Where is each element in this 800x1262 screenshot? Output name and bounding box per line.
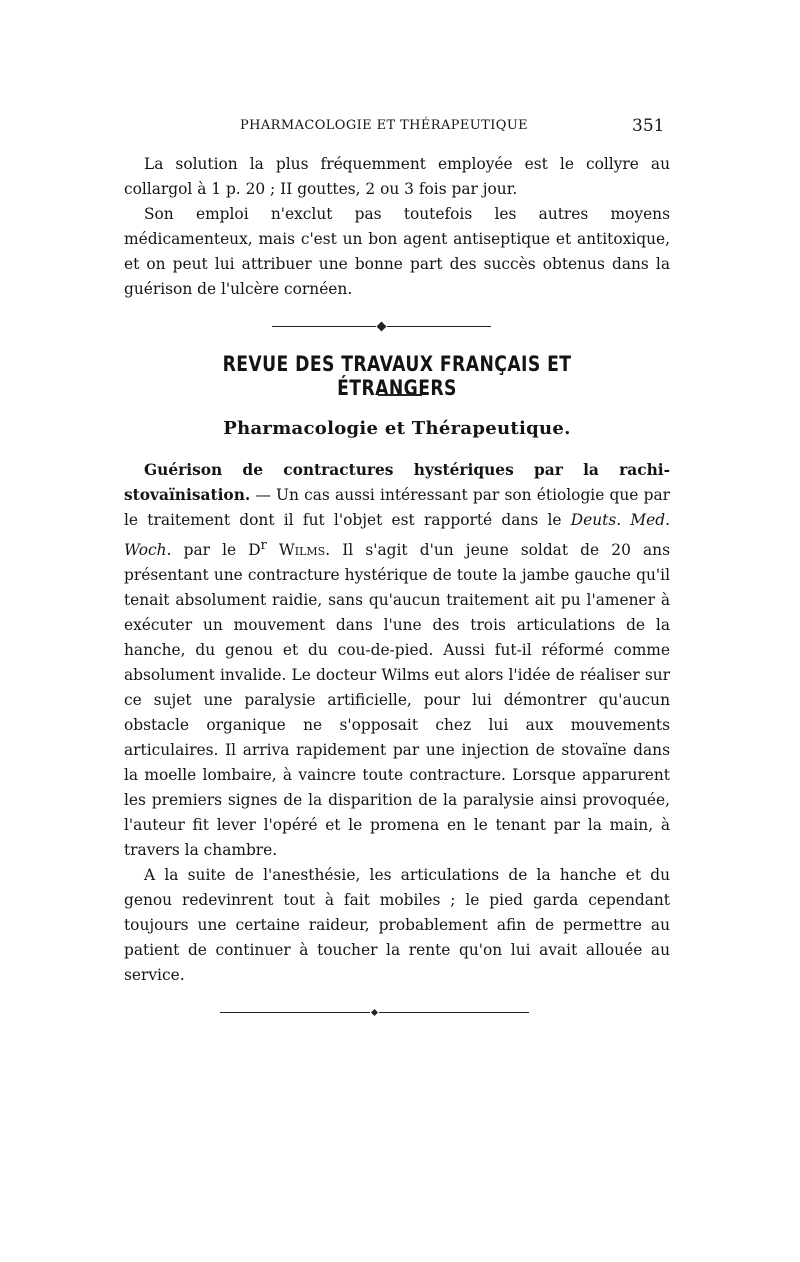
- running-head: [0, 118, 800, 138]
- journal-name: Deuts. Med. Woch.: [124, 511, 670, 560]
- intro-text: [124, 152, 670, 302]
- article-paragraph-2: A la suite de l'anesthésie, les articulations de la hanche et du genou redevinrent tout à fait mobiles ; le pied garda cependant toujours une certaine raideur, probablement afin de permettre au patient de continuer à toucher la rente qu'on lui avait allouée au service.: [124, 866, 670, 985]
- diamond-ornament-icon: [377, 322, 387, 332]
- rule-line-right: [387, 326, 491, 327]
- article-title: Guérison de contractures hystériques par la rachi-stovaïnisation.: [124, 461, 670, 504]
- doctor-abbrev-sup: r: [260, 538, 267, 553]
- article-text-b: par le D: [171, 541, 261, 560]
- subsection-heading: Pharmacologie et Thérapeutique.: [223, 418, 571, 439]
- author-name: Wilms: [266, 541, 326, 560]
- rule-line-left: [272, 326, 376, 327]
- diamond-ornament-icon: [371, 1009, 378, 1016]
- page-number: 351: [632, 116, 665, 136]
- article-text-c: . Il s'agit d'un jeune soldat de 20 ans présentant une contracture hystérique de toute la jambe gauche qu'il tenait absolument raidie, sans qu'aucun traitement ait pu l'amener à exécuter un mouvement dans l'une des trois articulations de la hanche, du genou et du cou-de-pied. Aussi fut-il réformé comme absolument invalide. Le docteur Wilms eut alors l'idée de réaliser sur ce sujet une paralysie artificielle, pour lui démontrer qu'aucun obstacle organique ne s'opposait chez lui aux mouvements articulaires. Il arriva rapidement par une injection de stovaïne dans la moelle lombaire, à vaincre toute contracture. Lorsque apparurent les premiers signes de la disparition de la paralysie ainsi provoquée, l'auteur fit lever l'opéré et le promena en le tenant par la main, à travers la chambre.: [124, 541, 670, 860]
- article-text-a: — Un cas aussi intéressant par son étiologie que par le traitement dont il fut l'objet est rapporté dans le: [124, 486, 670, 529]
- running-head-title: PHARMACOLOGIE ET THÉRAPEUTIQUE: [240, 118, 529, 133]
- section-heading: REVUE DES TRAVAUX FRANÇAIS ET ÉTRANGERS: [222, 352, 572, 400]
- rule-line-right: [379, 1012, 529, 1013]
- intro-paragraph-2: Son emploi n'exclut pas toutefois les autres moyens médicamenteux, mais c'est un bon agent antiseptique et antitoxique, et on peut lui attribuer une bonne part des succès obtenus dans la guérison de l'ulcère cornéen.: [124, 205, 670, 298]
- ornamental-rule-top: [272, 323, 491, 330]
- article-paragraph-1: [124, 458, 670, 863]
- heading-rule: [378, 394, 422, 396]
- rule-line-left: [220, 1012, 370, 1013]
- article: [124, 458, 670, 988]
- intro-paragraph-1: La solution la plus fréquemment employée est le collyre au collargol à 1 p. 20 ; II gouttes, 2 ou 3 fois par jour.: [124, 155, 670, 198]
- ornamental-rule-bottom: [220, 1010, 529, 1015]
